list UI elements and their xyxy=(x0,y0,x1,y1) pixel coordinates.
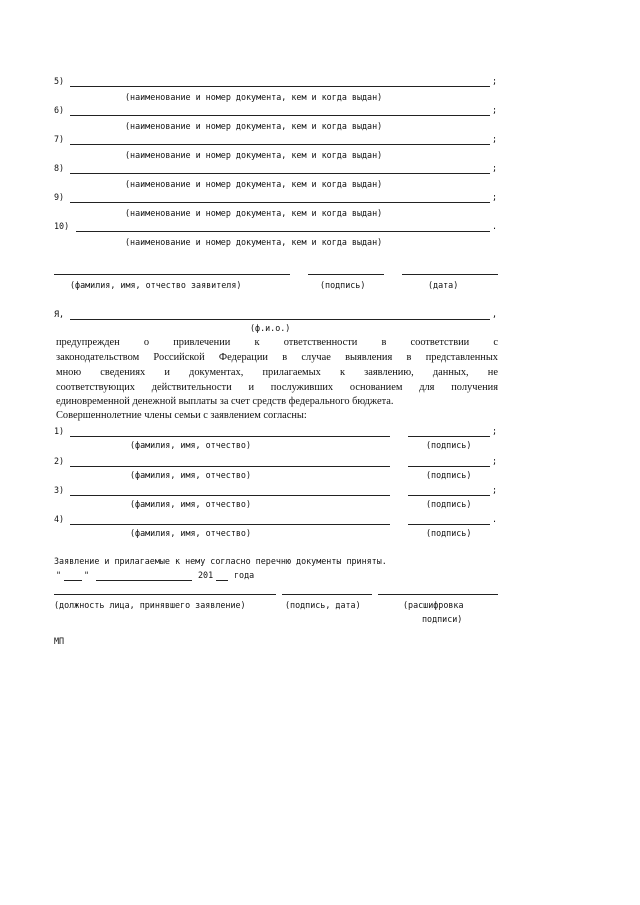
family-3-name-caption: (фамилия, имя, отчество) xyxy=(130,499,252,509)
family-4-end: . xyxy=(492,514,498,524)
warning-line-3: мною сведениях и документах, прилагаемых к заявлению, данных, не xyxy=(56,367,498,378)
doc-7-caption: (наименование и номер документа, кем и когда выдан) xyxy=(125,150,383,160)
acceptance-statement: Заявление и прилагаемые к нему согласно перечню документы приняты. xyxy=(54,556,387,566)
date-month-line[interactable] xyxy=(96,580,192,581)
family-1-name-caption: (фамилия, имя, отчество) xyxy=(130,440,252,450)
family-1-sign-caption: (подпись) xyxy=(426,440,472,450)
sign-date-line[interactable] xyxy=(282,594,372,595)
family-1-number: 1) xyxy=(54,426,65,436)
date-year-prefix: 201 xyxy=(198,570,214,580)
doc-6-line[interactable] xyxy=(70,115,490,116)
date-close-quote: " xyxy=(84,570,90,580)
decoding-line[interactable] xyxy=(378,594,498,595)
family-4-sign-caption: (подпись) xyxy=(426,528,472,538)
warning-line-1: предупрежден о привлечении к ответственности в соответствии с xyxy=(56,337,498,348)
family-3-number: 3) xyxy=(54,485,65,495)
doc-5-number: 5) xyxy=(54,76,65,86)
doc-5-end: ; xyxy=(492,76,498,86)
doc-8-line[interactable] xyxy=(70,173,490,174)
family-2-sign-line[interactable] xyxy=(408,466,490,467)
doc-8-caption: (наименование и номер документа, кем и когда выдан) xyxy=(125,179,383,189)
family-4-number: 4) xyxy=(54,514,65,524)
doc-8-end: ; xyxy=(492,163,498,173)
sign-date-caption: (подпись, дата) xyxy=(285,600,361,610)
position-line[interactable] xyxy=(54,594,276,595)
doc-9-end: ; xyxy=(492,192,498,202)
fio-end: , xyxy=(492,309,498,319)
doc-10-line[interactable] xyxy=(76,231,490,232)
doc-9-line[interactable] xyxy=(70,202,490,203)
date-open-quote: " xyxy=(56,570,62,580)
doc-6-caption: (наименование и номер документа, кем и когда выдан) xyxy=(125,121,383,131)
family-3-name-line[interactable] xyxy=(70,495,390,496)
family-2-name-line[interactable] xyxy=(70,466,390,467)
family-1-sign-line[interactable] xyxy=(408,436,490,437)
doc-10-number: 10) xyxy=(54,221,70,231)
warning-line-5: единовременной денежной выплаты за счет средств федерального бюджета. xyxy=(56,396,394,407)
family-1-end: ; xyxy=(492,426,498,436)
doc-6-end: ; xyxy=(492,105,498,115)
applicant-signature-caption: (подпись) xyxy=(320,280,366,290)
doc-9-caption: (наименование и номер документа, кем и когда выдан) xyxy=(125,208,383,218)
position-caption: (должность лица, принявшего заявление) xyxy=(54,600,246,610)
family-3-end: ; xyxy=(492,485,498,495)
i-label: Я, xyxy=(54,309,65,319)
family-4-name-caption: (фамилия, имя, отчество) xyxy=(130,528,252,538)
doc-5-caption: (наименование и номер документа, кем и когда выдан) xyxy=(125,92,383,102)
family-2-name-caption: (фамилия, имя, отчество) xyxy=(130,470,252,480)
doc-7-end: ; xyxy=(492,134,498,144)
date-year-line[interactable] xyxy=(216,580,228,581)
doc-10-end: . xyxy=(492,221,498,231)
doc-7-line[interactable] xyxy=(70,144,490,145)
decoding-caption-2: подписи) xyxy=(422,614,463,624)
family-2-number: 2) xyxy=(54,456,65,466)
applicant-date-line[interactable] xyxy=(402,274,498,275)
family-1-name-line[interactable] xyxy=(70,436,390,437)
doc-9-number: 9) xyxy=(54,192,65,202)
doc-7-number: 7) xyxy=(54,134,65,144)
decoding-caption-1: (расшифровка xyxy=(403,600,464,610)
warning-line-4: соответствующих действительности и послуживших основанием для получения xyxy=(56,382,498,393)
fio-caption: (ф.и.о.) xyxy=(250,323,291,333)
fio-line[interactable] xyxy=(70,319,490,320)
applicant-date-caption: (дата) xyxy=(428,280,459,290)
doc-8-number: 8) xyxy=(54,163,65,173)
family-2-sign-caption: (подпись) xyxy=(426,470,472,480)
family-4-sign-line[interactable] xyxy=(408,524,490,525)
applicant-signature-line[interactable] xyxy=(308,274,384,275)
doc-10-caption: (наименование и номер документа, кем и когда выдан) xyxy=(125,237,383,247)
family-3-sign-line[interactable] xyxy=(408,495,490,496)
applicant-name-caption: (фамилия, имя, отчество заявителя) xyxy=(70,280,242,290)
date-year-suffix: года xyxy=(234,570,255,580)
doc-6-number: 6) xyxy=(54,105,65,115)
family-2-end: ; xyxy=(492,456,498,466)
warning-line-2: законодательством Российской Федерации в случае выявления в представленных xyxy=(56,352,498,363)
doc-5-line[interactable] xyxy=(70,86,490,87)
family-heading: Совершеннолетние члены семьи с заявлением согласны: xyxy=(56,410,307,421)
applicant-name-line[interactable] xyxy=(54,274,290,275)
date-day-line[interactable] xyxy=(64,580,82,581)
family-3-sign-caption: (подпись) xyxy=(426,499,472,509)
family-4-name-line[interactable] xyxy=(70,524,390,525)
stamp-place: МП xyxy=(54,636,65,646)
